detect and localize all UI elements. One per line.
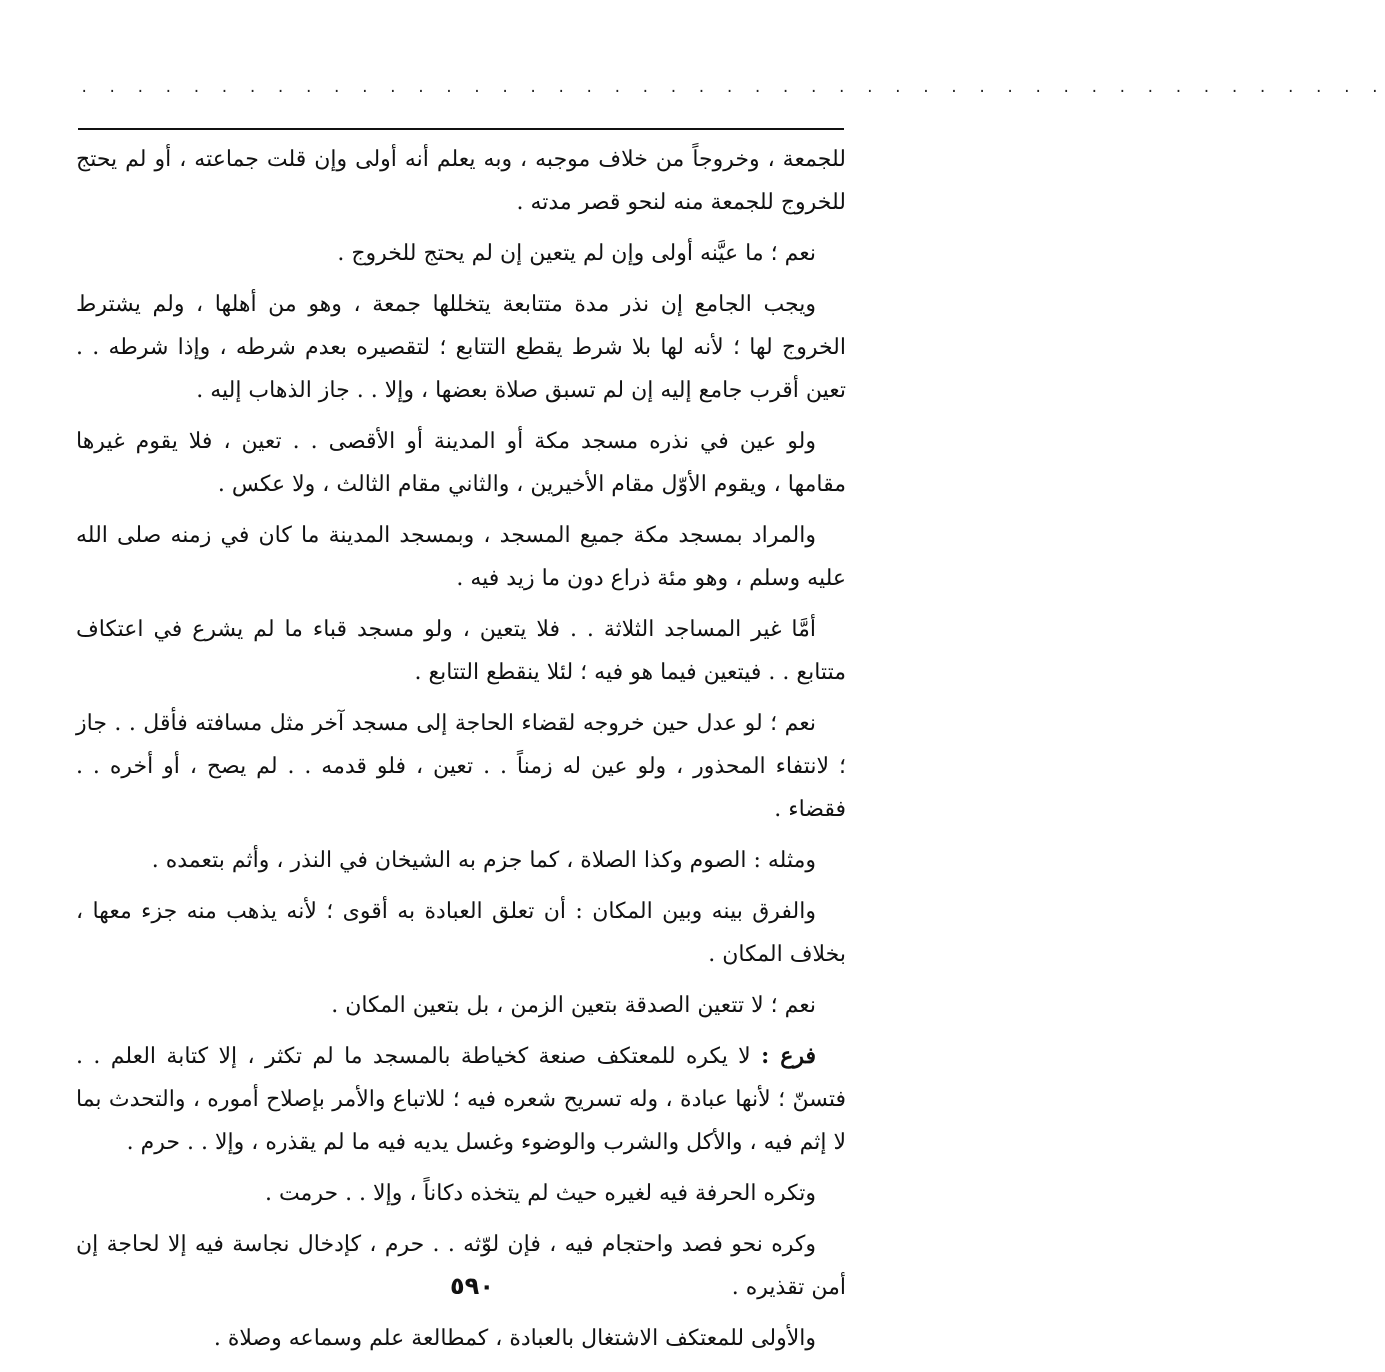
paragraph: وتكره الحرفة فيه لغيره حيث لم يتخذه دكاناً ، وإلا . . حرمت . [264,1181,816,1206]
paragraph: والأولى للمعتكف الاشتغال بالعبادة ، كمطالعة علم وسماعه وصلاة . [213,1326,816,1351]
paragraph: للجمعة ، وخروجاً من خلاف موجبه ، وبه يعلم أنه أولى وإن قلت جماعته ، أو لم يحتج للخروج للجمعة منه لنحو قصر مدته . [76,147,846,215]
paragraph: ويجب الجامع إن نذر مدة متتابعة يتخللها جمعة ، وهو من أهلها ، ولم يشترط الخروج لها ؛ لأنه لها بلا شرط يقطع التتابع ؛ لتقصيره بعدم شرطه ، وإذا شرطه . . تعين أقرب جامع إليه إن لم تسبق صلاة بعضها ، وإلا . . جاز الذهاب إليه . [76,292,846,403]
paragraph: نعم ؛ لا تتعين الصدقة بتعين الزمن ، بل بتعين المكان . [331,993,816,1018]
paragraph: والمراد بمسجد مكة جميع المسجد ، وبمسجد المدينة ما كان في زمنه صلى الله عليه وسلم ، وهو مئة ذراع دون ما زيد فيه . [76,523,846,591]
paragraph-far [76,1035,846,1164]
paragraph: نعم ؛ ما عيَّنه أولى وإن لم يتعين إن لم يحتج للخروج . [337,241,816,266]
paragraph: ولو عين في نذره مسجد مكة أو المدينة أو الأقصى . . تعين ، فلا يقوم غيرها مقامها ، ويقوم الأوّل مقام الأخيرين ، والثاني مقام الثالث ، ولا عكس . [76,429,846,497]
far-text: لا يكره للمعتكف صنعة كخياطة بالمسجد ما لم تكثر ، إلا كتابة العلم . . فتسنّ ؛ لأنها عبادة ، وله تسريح شعره فيه ؛ للاتباع والأمر بإصلاح أموره ، والتحدث بما لا إثم فيه ، والأكل والشرب والوضوء وغسل يديه فيه ما لم يقذره ، وإلا . . حرم . [76,1044,846,1155]
far-heading: فرع : [761,1043,817,1069]
page-number: ٥٩٠ [450,1272,494,1300]
paragraph: والفرق بينه وبين المكان : أن تعلق العبادة به أقوى ؛ لأنه يذهب منه جزء معها ، بخلاف المكان . [76,899,846,967]
paragraph: وكره نحو فصد واحتجام فيه ، فإن لوّثه . . حرم ، كإدخال نجاسة فيه إلا لحاجة إن أمن تقذيره . [76,1232,846,1300]
page-body [76,138,846,1368]
paragraph: نعم ؛ لو عدل حين خروجه لقضاء الحاجة إلى مسجد آخر مثل مسافته فأقل . . جاز ؛ لانتفاء المحذور ، ولو عين له زمناً . . تعين ، فلو قدمه . . لم يصح ، أو أخره . . فقضاء . [76,711,846,822]
paragraph: أمَّا غير المساجد الثلاثة . . فلا يتعين ، ولو مسجد قباء ما لم يشرع في اعتكاف متتابع . . فيتعين فيما هو فيه ؛ لئلا ينقطع التتابع . [76,617,846,685]
dot-leader: . . . . . . . . . . . . . . . . . . . . . . . . . . . . . . . . . . . . . . . . . . . . . . . [80,80,1385,96]
paragraph: ومثله : الصوم وكذا الصلاة ، كما جزم به الشيخان في النذر ، وأثم بتعمده . [151,848,816,873]
header-rule [78,128,844,130]
